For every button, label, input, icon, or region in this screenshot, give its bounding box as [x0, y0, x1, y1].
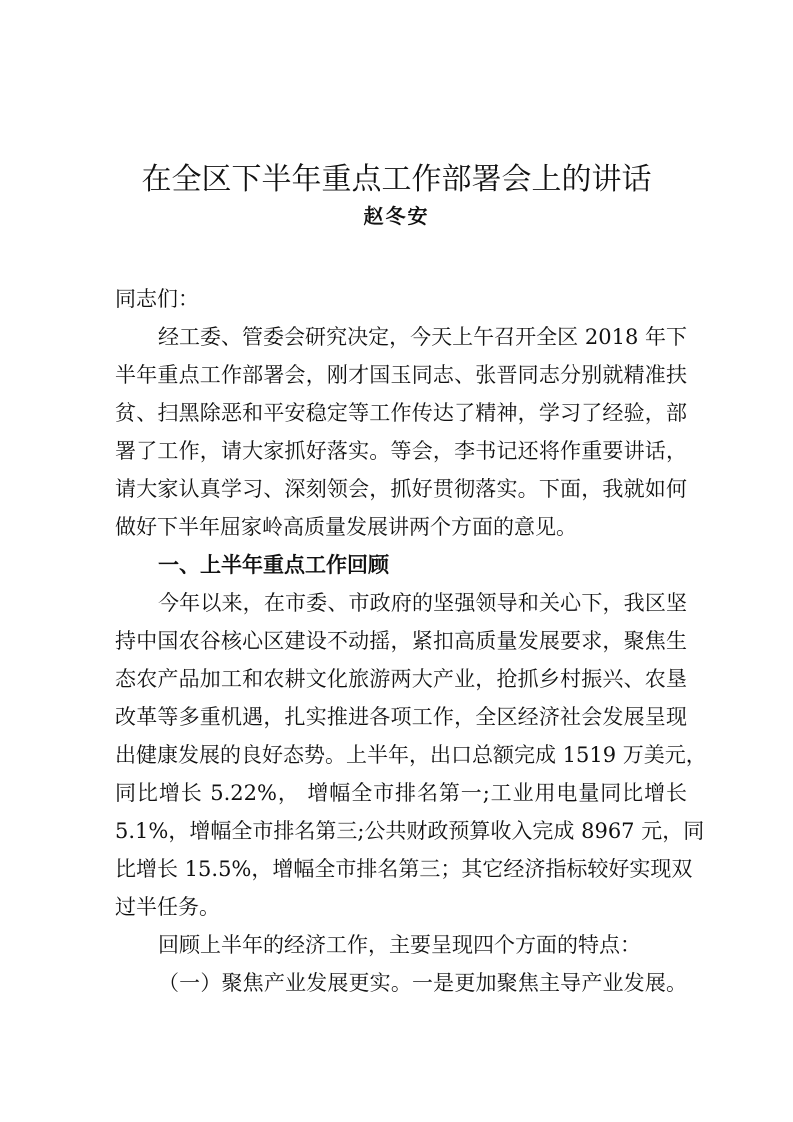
text-line: 态农产品加工和农耕文化旅游两大产业，抢抓乡村振兴、农垦 — [115, 667, 687, 691]
text-line: 5.1%，增幅全市排名第三;公共财政预算收入完成 8967 元，同 — [115, 819, 705, 843]
text-line: 经工委、管委会研究决定，今天上午召开全区 2018 年下 — [158, 325, 687, 349]
text-line: 贫、扫黑除恶和平安稳定等工作传达了精神，学习了经验，部 — [115, 401, 687, 425]
section-heading: 一、上半年重点工作回顾 — [158, 553, 389, 577]
text-line: 署了工作，请大家抓好落实。等会，李书记还将作重要讲话， — [115, 439, 687, 463]
document-title: 在全区下半年重点工作部署会上的讲话 — [141, 162, 652, 197]
text-line: 今年以来，在市委、市政府的坚强领导和关心下，我区坚 — [158, 591, 687, 615]
document-body — [115, 280, 707, 1002]
document-author: 赵冬安 — [363, 204, 430, 228]
text-line: 过半任务。 — [115, 895, 220, 919]
text-line: （一）聚焦产业发展更实。一是更加聚焦主导产业发展。 — [158, 971, 687, 995]
text-line: 持中国农谷核心区建设不动摇，紧扣高质量发展要求，聚焦生 — [115, 629, 687, 653]
text-line: 同比增长 5.22%， 增幅全市排名第一;工业用电量同比增长 — [115, 781, 687, 805]
text-line: 半年重点工作部署会，刚才国玉同志、张晋同志分别就精准扶 — [115, 363, 687, 387]
text-line: 比增长 15.5%，增幅全市排名第三；其它经济指标较好实现双 — [115, 857, 693, 881]
text-line: 请大家认真学习、深刻领会，抓好贯彻落实。下面，我就如何 — [115, 477, 687, 501]
text-line: 出健康发展的良好态势。上半年，出口总额完成 1519 万美元， — [115, 743, 707, 767]
text-line: 改革等多重机遇，扎实推进各项工作，全区经济社会发展呈现 — [115, 705, 687, 729]
text-line: 回顾上半年的经济工作，主要呈现四个方面的特点： — [158, 933, 641, 957]
text-line: 同志们： — [115, 287, 199, 311]
text-line: 做好下半年屈家岭高质量发展讲两个方面的意见。 — [115, 515, 577, 539]
